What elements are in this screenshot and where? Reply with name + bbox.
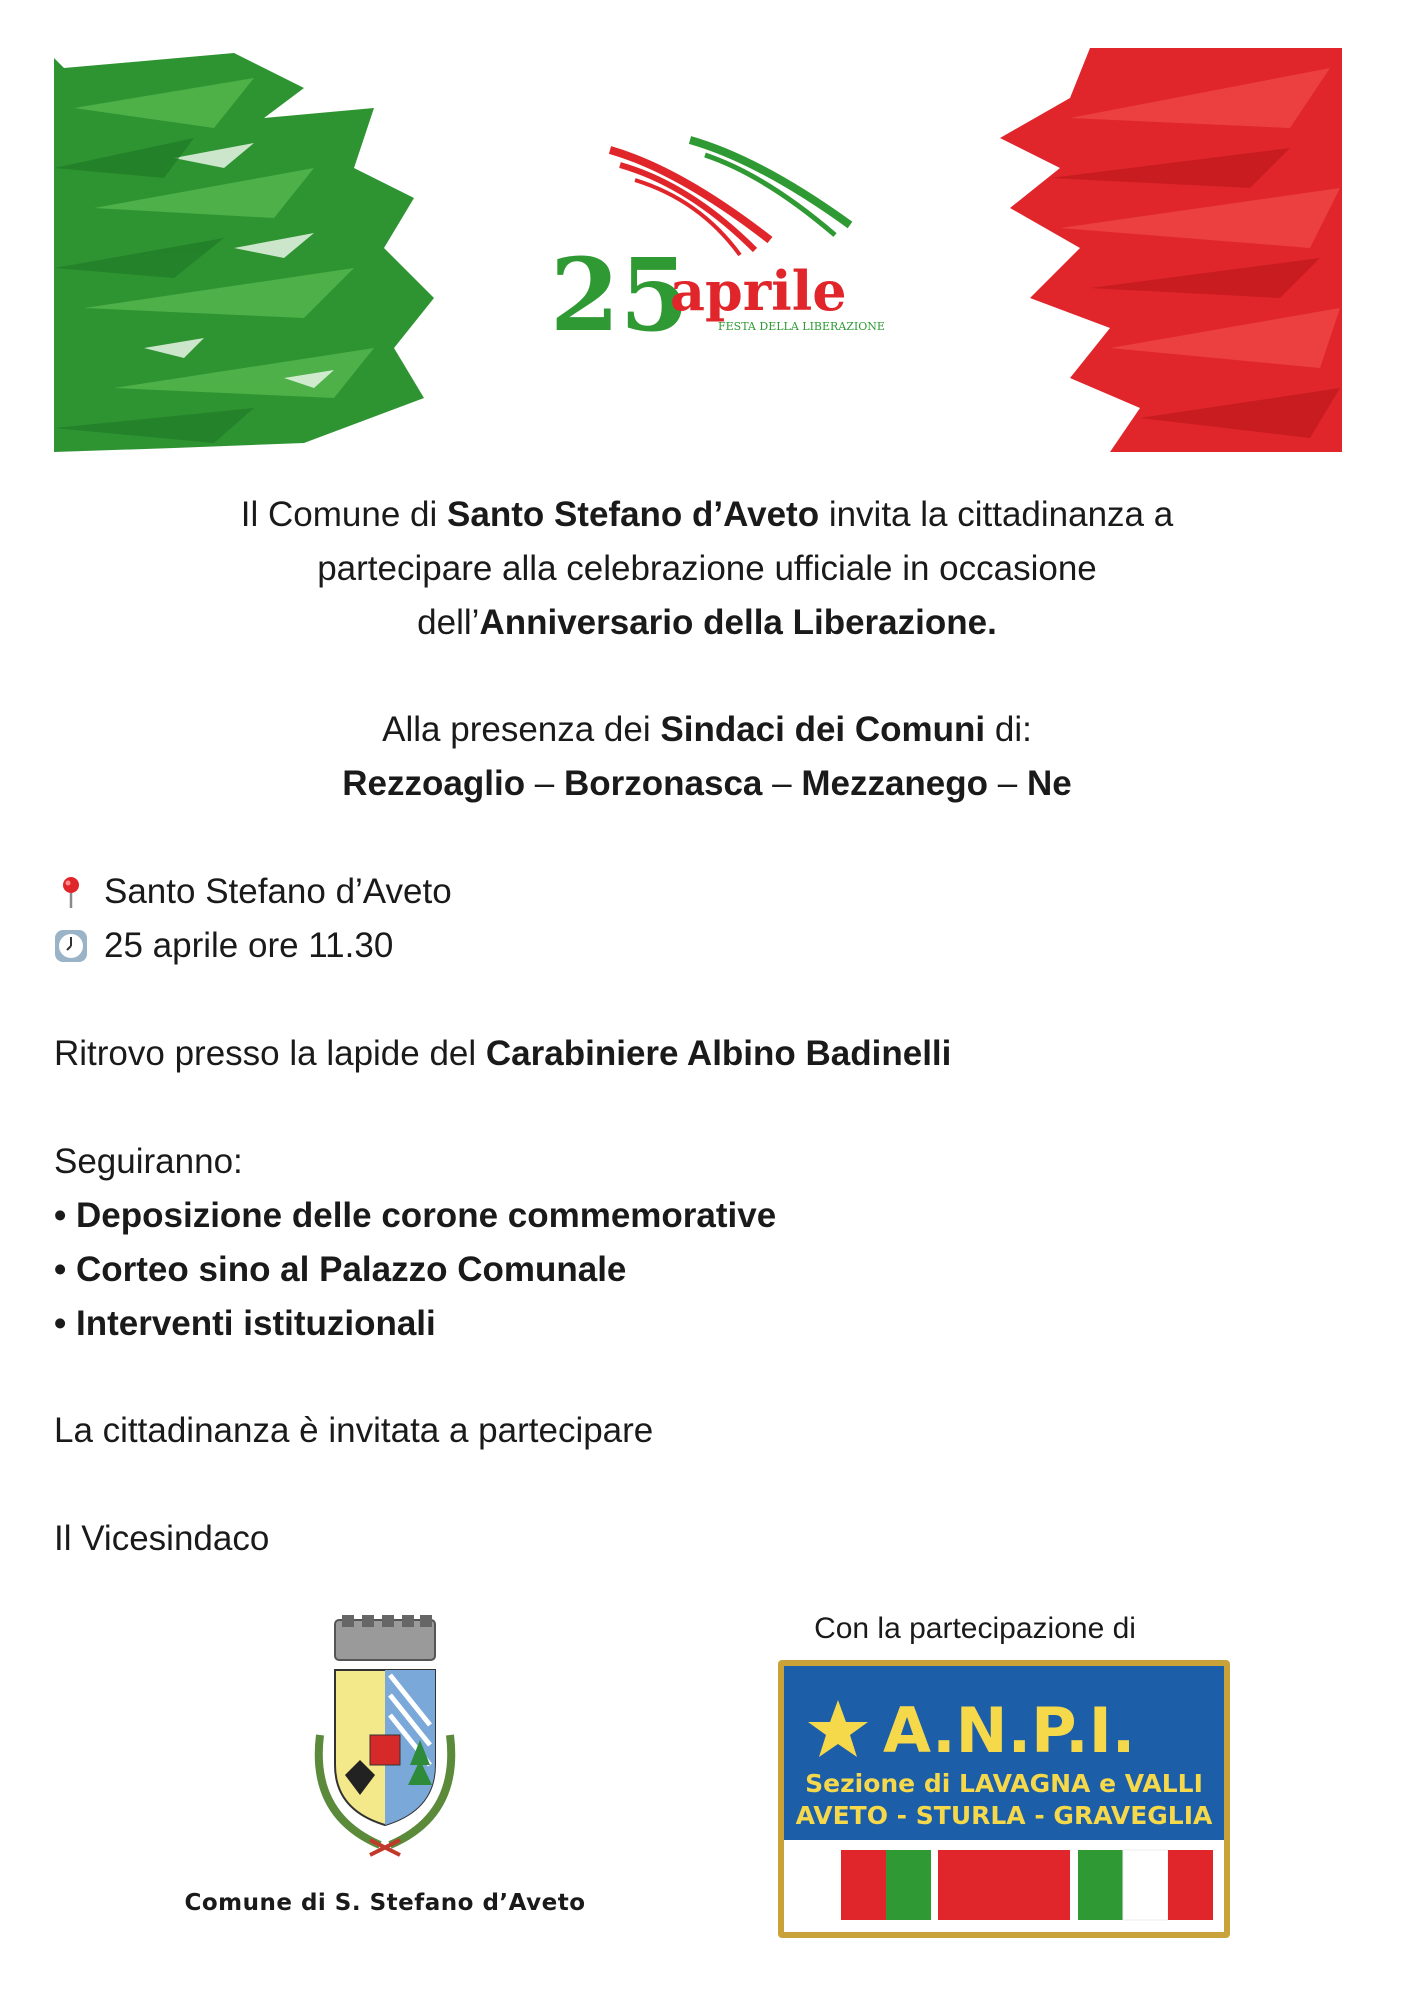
programma-item [54,1297,1354,1351]
comune-borzonasca: Borzonasca [564,764,763,803]
anpi-line1: Sezione di LAVAGNA e VALLI [805,1769,1203,1798]
anpi-badge [778,1660,1230,1938]
comuni-list [0,757,1414,811]
green-brushstroke-flag [54,48,444,452]
comune-coat-of-arms [290,1615,480,1865]
comune-mezzanego: Mezzanego [801,764,989,803]
programma [54,1135,1354,1351]
separator: – [525,764,564,803]
sindaci-paragraph [0,703,1414,811]
programma-item [54,1189,1354,1243]
logo-subtitle: FESTA DELLA LIBERAZIONE [718,320,885,333]
pin-icon [54,875,88,909]
anpi-line2: AVETO - STURLA - GRAVEGLIA [795,1801,1213,1830]
comune-name: Santo Stefano d’Aveto [447,495,820,534]
sindaci-bold: Sindaci dei Comuni [660,710,986,749]
intro-text: dell’ [417,603,480,642]
programma-item-text: Corteo sino al Palazzo Comunale [76,1250,627,1289]
intro-text: invita la cittadinanza a [819,495,1174,534]
programma-item [54,1243,1354,1297]
signature: Il Vicesindaco [54,1519,270,1558]
stemma-caption: Comune di S. Stefano d’Aveto [184,1890,586,1916]
ritrovo-place: Carabiniere Albino Badinelli [485,1034,952,1073]
event-location: Santo Stefano d’Aveto [104,872,452,911]
bullet: • [54,1250,67,1289]
logo-word: aprile [670,259,847,323]
sindaci-text: di: [985,710,1032,749]
separator: – [988,764,1027,803]
intro-text: Il Comune di [240,495,448,534]
programma-item-text: Interventi istituzionali [76,1304,436,1343]
closing-line: La cittadinanza è invitata a partecipare [54,1411,654,1450]
anniversario-label: Anniversario della Liberazione. [479,603,997,642]
event-info [54,865,1354,973]
event-datetime: 25 aprile ore 11.30 [104,926,394,965]
bullet: • [54,1304,67,1343]
intro-line: partecipare alla celebrazione ufficiale in occasione [317,549,1097,588]
separator: – [762,764,802,803]
programma-item-text: Deposizione delle corone commemorative [76,1196,777,1235]
comune-rezzoaglio: Rezzoaglio [342,764,526,803]
red-brushstroke-flag [990,48,1342,452]
logo-number: 25 [550,236,690,354]
programma-heading: Seguiranno: [54,1142,243,1181]
sindaci-text: Alla presenza dei [382,710,661,749]
intro-paragraph [0,488,1414,650]
ritrovo-line [54,1027,1354,1081]
anpi-title: A.N.P.I. [883,1694,1136,1767]
ritrovo-text: Ritrovo presso la lapide del [54,1034,486,1073]
comune-ne: Ne [1026,764,1072,803]
25-aprile-logo [540,130,885,354]
partecipazione-label: Con la partecipazione di [814,1612,1136,1645]
clock-icon [54,929,88,963]
bullet: • [54,1196,67,1235]
